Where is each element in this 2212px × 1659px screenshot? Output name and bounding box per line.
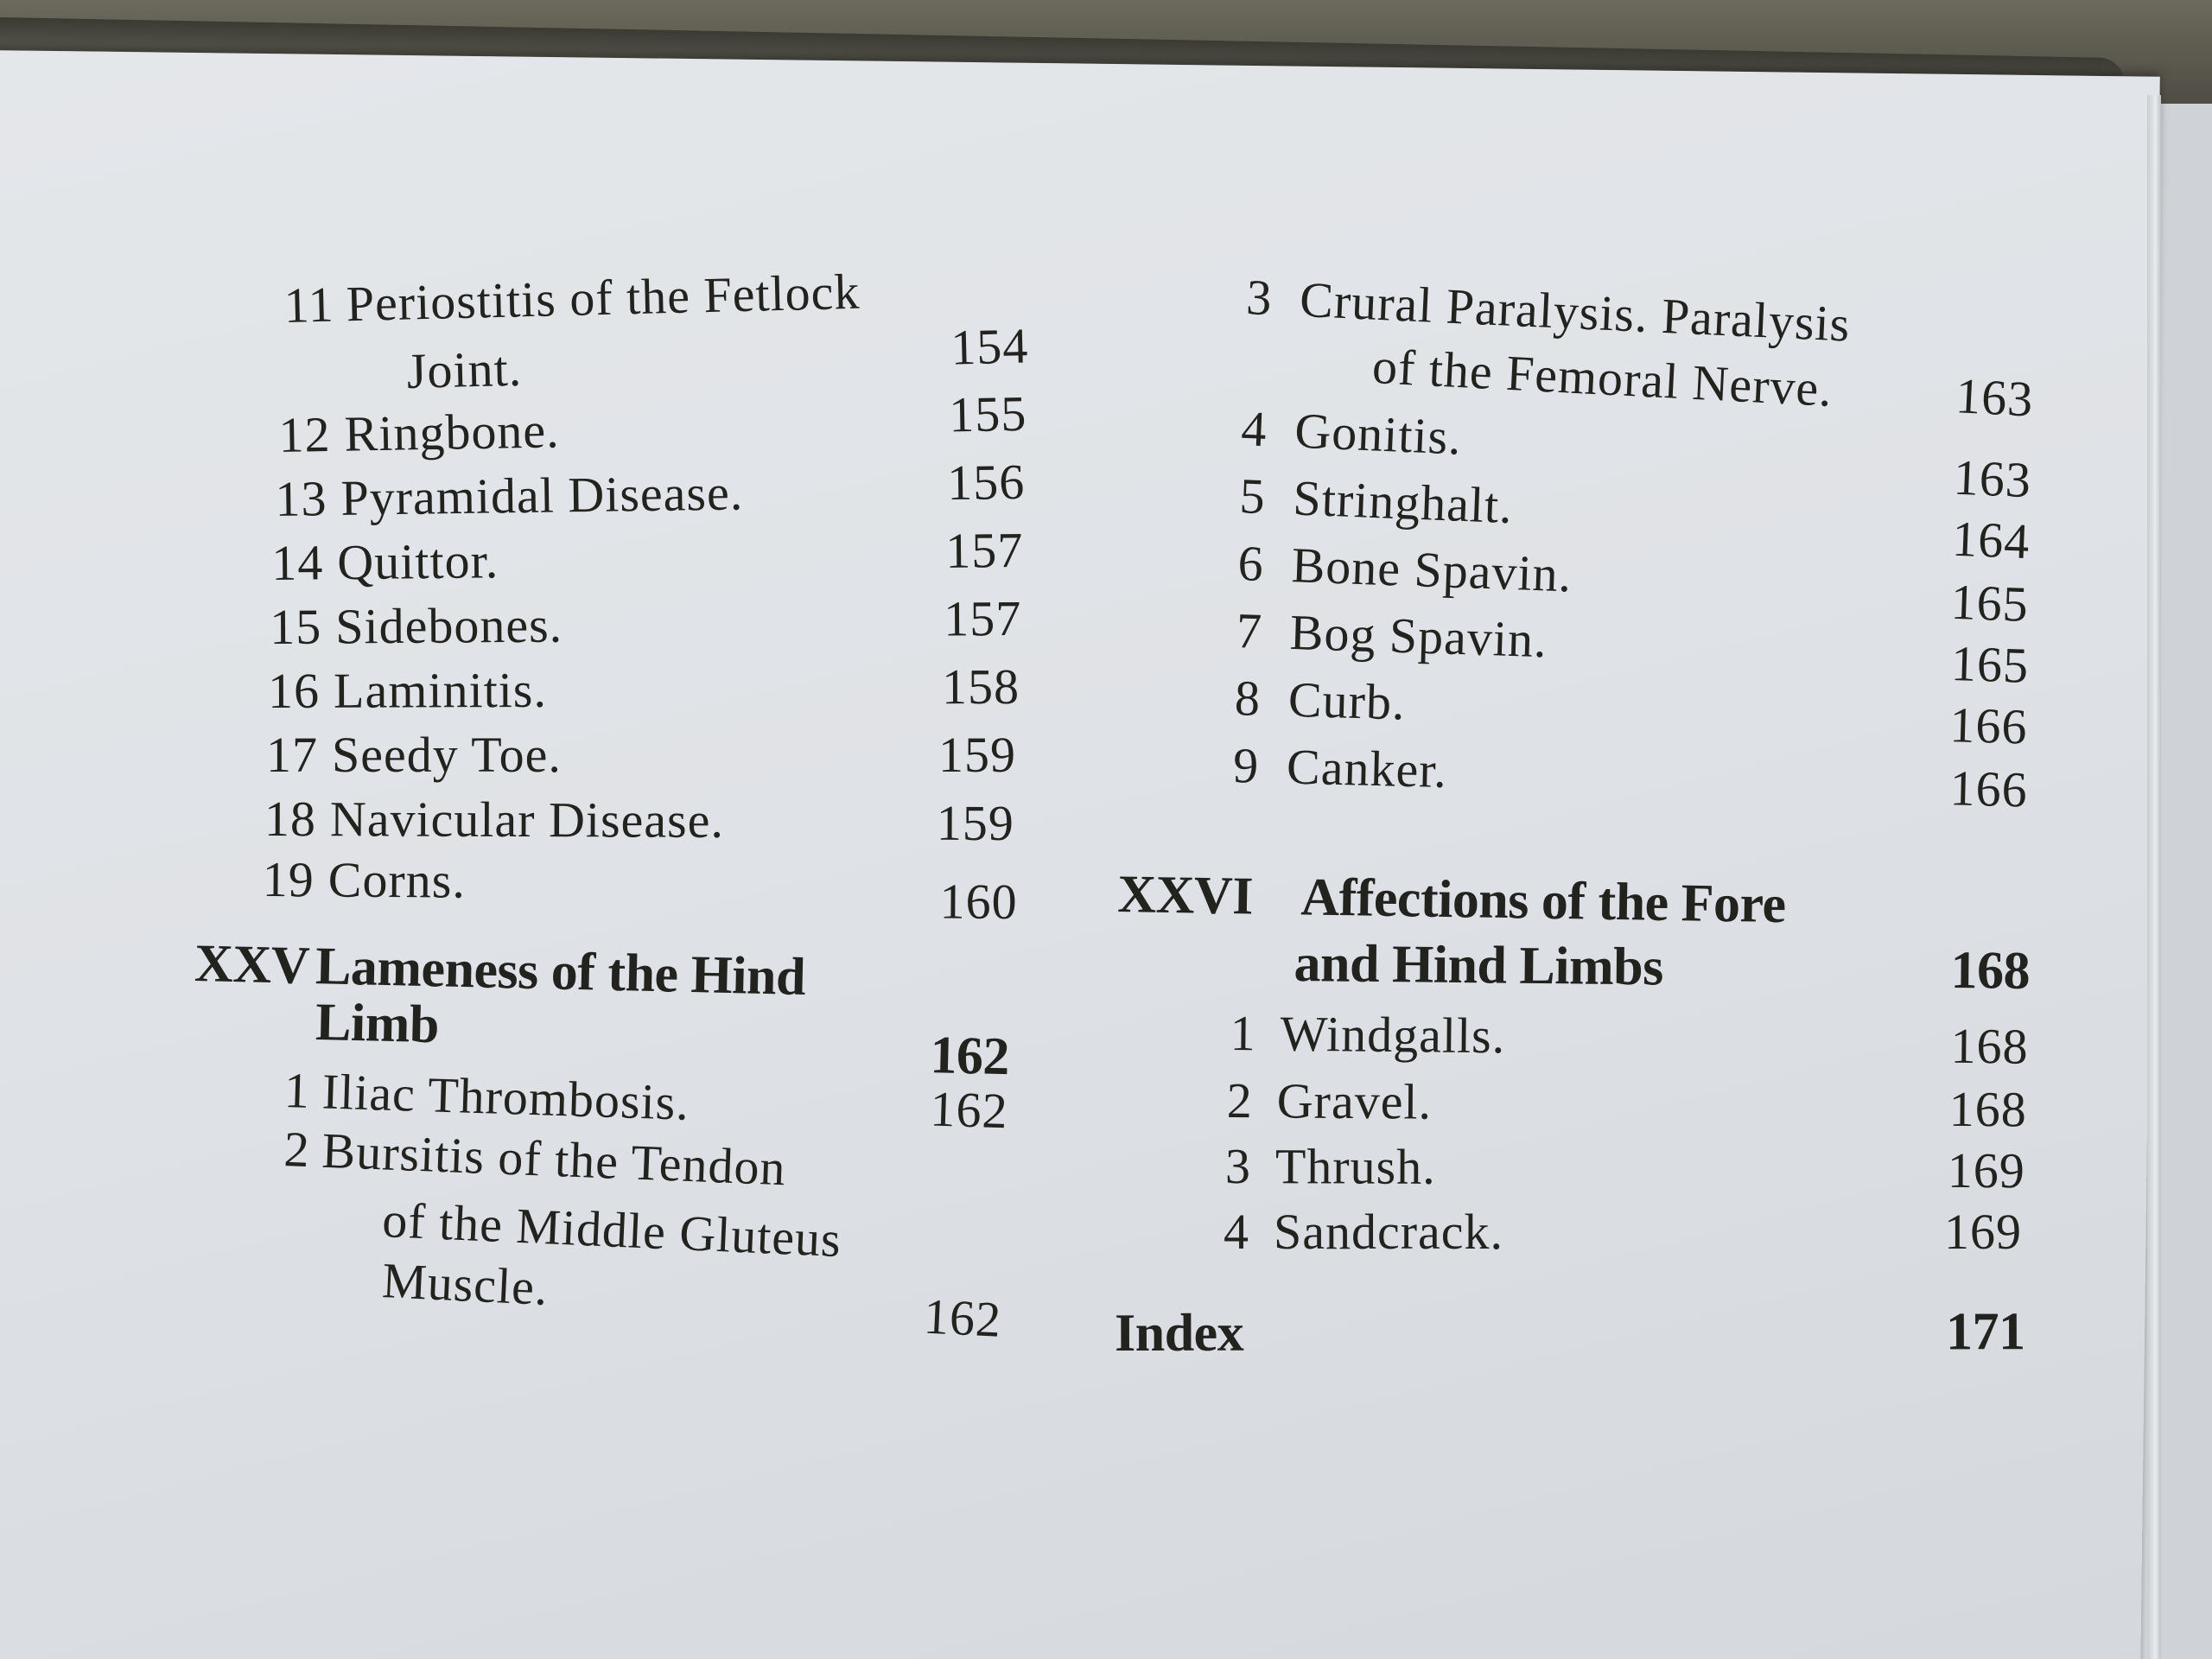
chapter-title: Lameness of the Hind — [315, 937, 806, 1007]
entry-title: Iliac Thrombosis. — [321, 1063, 690, 1131]
entry-page-number: 158 — [941, 658, 1020, 715]
entry-number: 3 — [1224, 1138, 1251, 1195]
entry-number: 19 — [262, 851, 315, 908]
entry-page-number: 154 — [950, 317, 1030, 376]
entry-page-number: 163 — [1952, 448, 2033, 509]
chapter-page-number: 168 — [1950, 940, 2031, 1001]
entry-page-number: 159 — [938, 727, 1016, 783]
entry-page-number: 162 — [929, 1080, 1009, 1140]
entry-title: Pyramidal Disease. — [340, 464, 744, 526]
entry-number: 13 — [275, 470, 327, 527]
chapter-title: and Hind Limbs — [1294, 934, 1664, 997]
entry-number: 17 — [266, 727, 318, 783]
entry-title: Muscle. — [380, 1251, 550, 1316]
entry-title: Stringhalt. — [1292, 469, 1515, 535]
entry-title: Thrush. — [1274, 1138, 1436, 1195]
index-page-number: 171 — [1946, 1302, 2025, 1362]
entry-title: Curb. — [1287, 671, 1407, 731]
entry-page-number: 159 — [936, 794, 1014, 852]
chapter-number: XXVI — [1116, 864, 1254, 926]
entry-number: 12 — [278, 405, 332, 463]
entry-title: Canker. — [1286, 738, 1448, 799]
entry-page-number: 164 — [1951, 510, 2031, 570]
entry-number: 4 — [1240, 399, 1268, 458]
entry-number: 18 — [264, 791, 316, 848]
entry-title: of the Middle Gluteus — [381, 1191, 843, 1268]
entry-number: 6 — [1236, 534, 1265, 593]
entry-title: Seedy Toe. — [332, 727, 562, 783]
entry-title: Laminitis. — [334, 661, 548, 719]
entry-title: Gravel. — [1276, 1072, 1433, 1130]
entry-page-number: 160 — [939, 873, 1018, 931]
entry-title: Crural Paralysis. Paralysis — [1298, 270, 1852, 353]
entry-title: Joint. — [406, 340, 523, 399]
chapter-page-number: 162 — [929, 1026, 1010, 1087]
entry-page-number: 165 — [1950, 635, 2031, 694]
entry-page-number: 157 — [944, 521, 1024, 579]
entry-title: Sandcrack. — [1274, 1204, 1504, 1260]
entry-page-number: 169 — [1944, 1204, 2022, 1260]
entry-title: Quittor. — [337, 532, 499, 591]
entry-title: Gonitis. — [1294, 402, 1464, 466]
chapter-title: Affections of the Fore — [1300, 868, 1787, 935]
entry-number: 9 — [1232, 736, 1260, 794]
entry-page-number: 168 — [1950, 1017, 2029, 1075]
entry-page-number: 156 — [946, 453, 1026, 512]
entry-page-number: 157 — [943, 589, 1022, 647]
entry-number: 8 — [1234, 669, 1262, 727]
entry-page-number: 163 — [1954, 367, 2035, 428]
chapter-title: Limb — [315, 992, 440, 1055]
entry-number: 16 — [268, 662, 321, 719]
entry-title: Corns. — [327, 851, 467, 909]
entry-number: 4 — [1224, 1204, 1249, 1260]
index-label: Index — [1115, 1303, 1244, 1363]
entry-number: 15 — [270, 598, 322, 655]
entry-number: 2 — [1226, 1072, 1253, 1129]
entry-number: 2 — [283, 1120, 311, 1179]
entry-title: Windgalls. — [1280, 1005, 1506, 1065]
entry-title: Bone Spavin. — [1290, 537, 1573, 603]
entry-number: 5 — [1238, 467, 1267, 525]
entry-page-number: 165 — [1949, 573, 2030, 632]
entry-number: 7 — [1235, 601, 1263, 659]
entry-title: Bursitis of the Tendon — [321, 1122, 787, 1197]
entry-number: 11 — [283, 276, 335, 334]
entry-page-number: 162 — [922, 1287, 1003, 1348]
chapter-number: XXV — [194, 933, 310, 995]
entry-title: Bog Spavin. — [1288, 603, 1548, 669]
page-fold — [2147, 95, 2161, 1659]
entry-number: 3 — [1245, 268, 1274, 327]
entry-number: 1 — [1230, 1005, 1256, 1062]
entry-title: Ringbone. — [344, 402, 561, 462]
entry-title: Navicular Disease. — [329, 791, 725, 849]
entry-number: 1 — [283, 1061, 311, 1119]
entry-title: Periostitis of the Fetlock — [346, 263, 861, 333]
entry-title: of the Femoral Nerve. — [1370, 337, 1834, 417]
entry-number: 14 — [271, 534, 324, 591]
entry-page-number: 168 — [1948, 1080, 2027, 1138]
entry-page-number: 169 — [1947, 1141, 2025, 1199]
entry-title: Sidebones. — [335, 596, 563, 655]
entry-page-number: 166 — [1948, 696, 2029, 755]
page-stack — [2161, 104, 2212, 1659]
entry-page-number: 166 — [1948, 760, 2029, 818]
entry-page-number: 155 — [948, 385, 1027, 443]
